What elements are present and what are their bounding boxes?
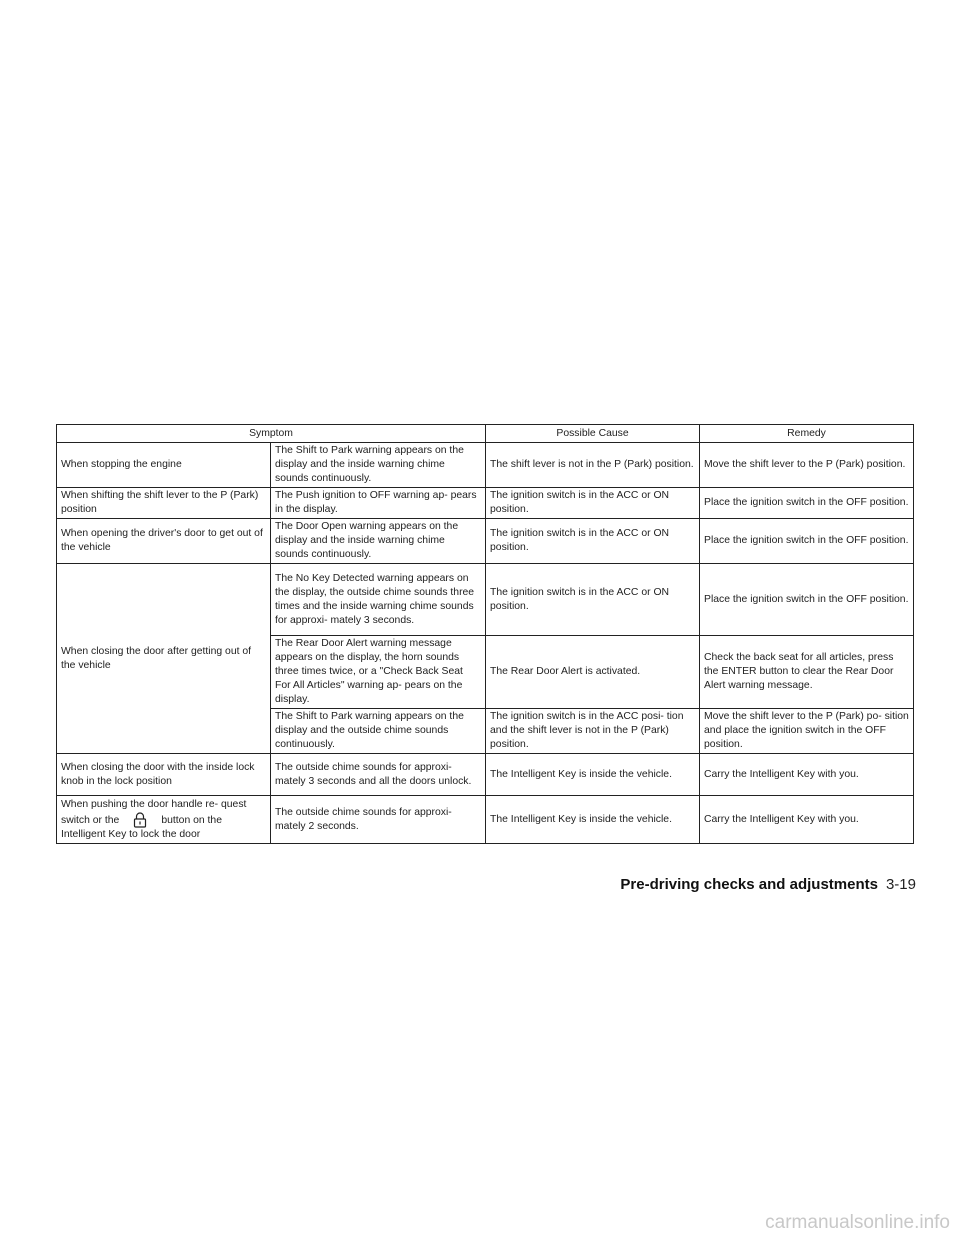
header-symptom: Symptom	[57, 425, 486, 443]
table-row	[57, 443, 914, 488]
header-remedy: Remedy	[700, 425, 914, 443]
symptom-cell: When shifting the shift lever to the P (Park) position	[57, 488, 271, 519]
cause-cell: The shift lever is not in the P (Park) position.	[486, 443, 700, 488]
display-cell: The outside chime sounds for approxi- mately 3 seconds and all the doors unlock.	[271, 754, 486, 796]
lock-icon	[133, 812, 147, 828]
display-cell: The No Key Detected warning appears on the display, the outside chime sounds three times and the inside warning chime sounds for approxi- mately 3 seconds.	[271, 564, 486, 636]
remedy-cell: Move the shift lever to the P (Park) position.	[700, 443, 914, 488]
table-row	[57, 519, 914, 564]
remedy-cell: Place the ignition switch in the OFF position.	[700, 519, 914, 564]
table-row	[57, 564, 914, 636]
display-cell: The Rear Door Alert warning message appears on the display, the horn sounds three times twice, or a "Check Back Seat For All Articles" warning ap- pears on the display.	[271, 636, 486, 709]
display-cell: The Shift to Park warning appears on the display and the outside chime sounds continuously.	[271, 709, 486, 754]
display-cell: The Push ignition to OFF warning ap- pears in the display.	[271, 488, 486, 519]
symptom-cell	[57, 796, 271, 844]
symptom-cell: When closing the door after getting out of the vehicle	[57, 564, 271, 754]
display-cell: The Door Open warning appears on the display and the inside warning chime sounds continuously.	[271, 519, 486, 564]
cause-cell: The Intelligent Key is inside the vehicle.	[486, 796, 700, 844]
symptom-table	[56, 424, 914, 844]
section-title: Pre-driving checks and adjustments	[620, 876, 878, 893]
symptom-cell: When stopping the engine	[57, 443, 271, 488]
remedy-cell: Place the ignition switch in the OFF position.	[700, 488, 914, 519]
cause-cell: The ignition switch is in the ACC or ON position.	[486, 564, 700, 636]
symptom-cell: When opening the driver's door to get out of the vehicle	[57, 519, 271, 564]
table-row	[57, 754, 914, 796]
symptom-text-start: When pushing the door handle re- quest switch or the	[61, 798, 247, 826]
header-possible-cause: Possible Cause	[486, 425, 700, 443]
table-header-row	[57, 425, 914, 443]
cause-cell: The Rear Door Alert is activated.	[486, 636, 700, 709]
watermark: carmanualsonline.info	[765, 1212, 950, 1233]
page-number: 3-19	[885, 876, 916, 893]
remedy-cell: Carry the Intelligent Key with you.	[700, 796, 914, 844]
table-row	[57, 488, 914, 519]
remedy-cell: Carry the Intelligent Key with you.	[700, 754, 914, 796]
cause-cell: The Intelligent Key is inside the vehicle.	[486, 754, 700, 796]
remedy-cell: Move the shift lever to the P (Park) po- sition and place the ignition switch in the OFF position.	[700, 709, 914, 754]
symptom-cell: When closing the door with the inside lock knob in the lock position	[57, 754, 271, 796]
cause-cell: The ignition switch is in the ACC posi- tion and the shift lever is not in the P (Park) position.	[486, 709, 700, 754]
remedy-cell: Place the ignition switch in the OFF position.	[700, 564, 914, 636]
symptom-table-container	[56, 424, 913, 844]
cause-cell: The ignition switch is in the ACC or ON position.	[486, 519, 700, 564]
remedy-cell: Check the back seat for all articles, press the ENTER button to clear the Rear Door Alert warning message.	[700, 636, 914, 709]
table-row	[57, 796, 914, 844]
display-cell: The Shift to Park warning appears on the display and the inside warning chime sounds continuously.	[271, 443, 486, 488]
display-cell: The outside chime sounds for approxi- mately 2 seconds.	[271, 796, 486, 844]
symptom-text-end: button on the Intelligent Key to lock the door	[61, 814, 222, 840]
page-footer	[620, 876, 916, 894]
cause-cell: The ignition switch is in the ACC or ON position.	[486, 488, 700, 519]
